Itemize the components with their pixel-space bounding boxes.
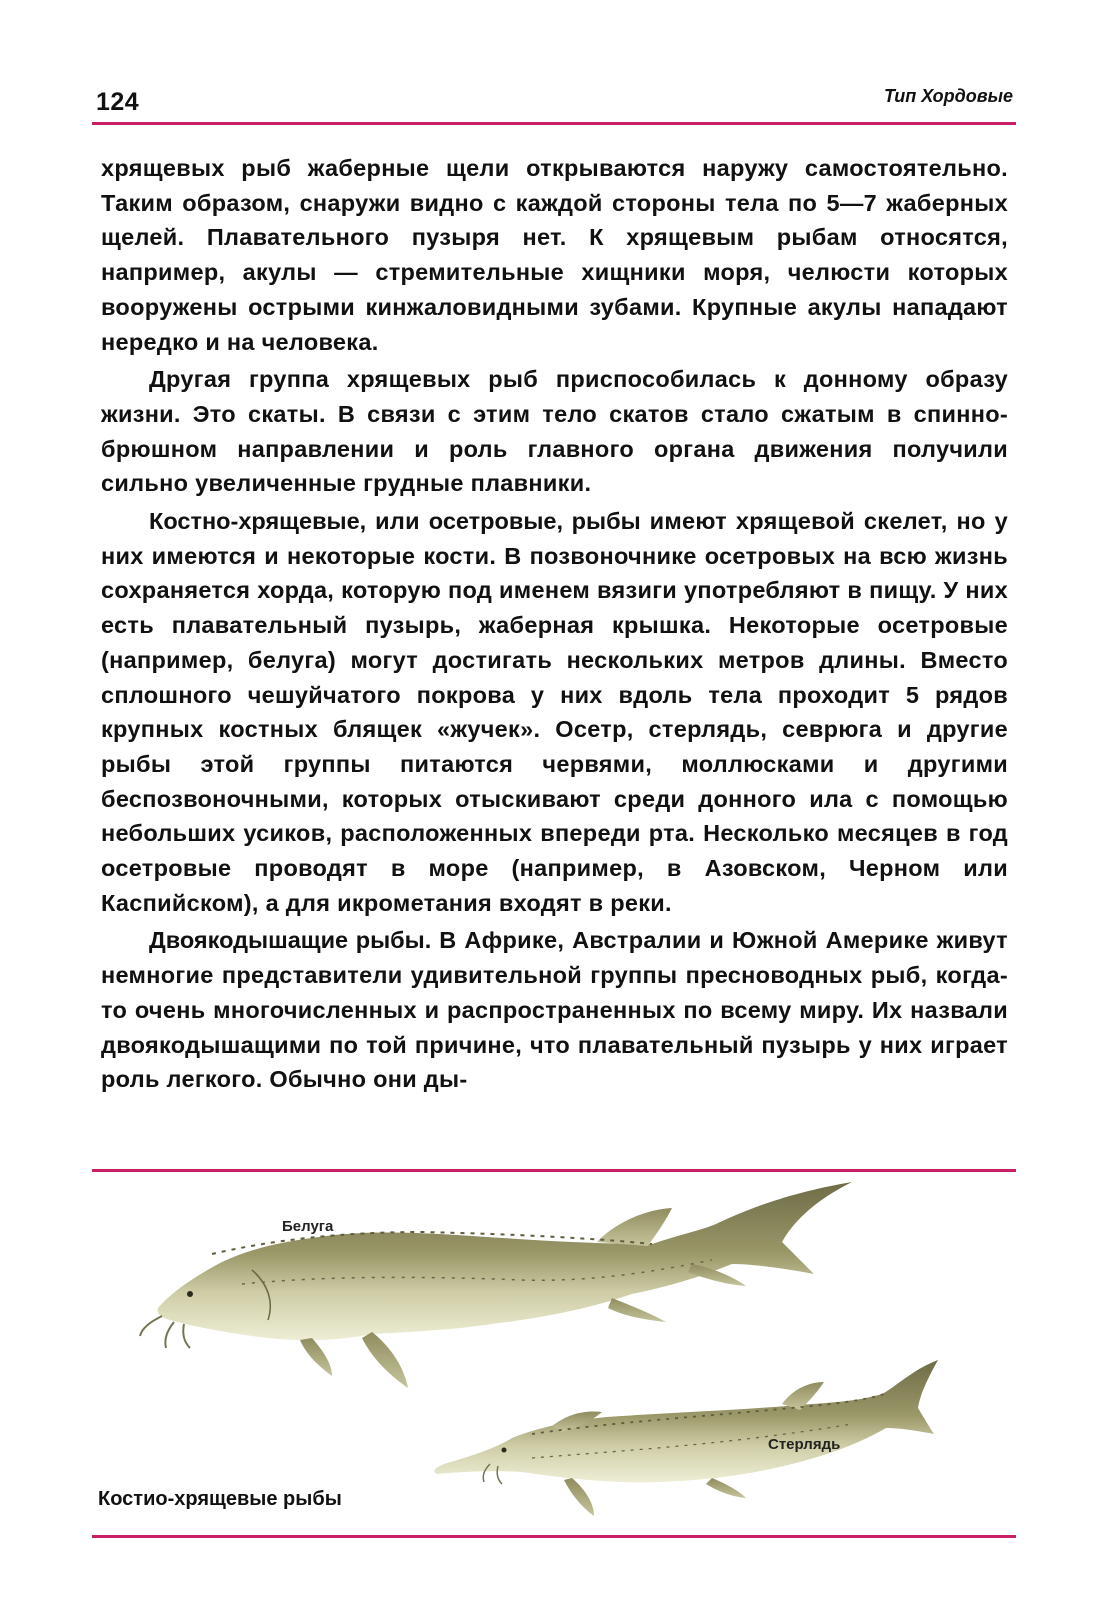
paragraph-2 (101, 362, 1008, 501)
page-number: 124 (96, 88, 140, 116)
paragraph-3-text: имеют хрящевой скелет, но у них имеются и некоторые кости. В позвоночнике осетровых на всю жизнь сохраняется хорда, которую под именем вязиги употребляют в пищу. У них есть плавательный пузырь, жаберная крышка. Некоторые осетровые (например, белуга) могут достигать нескольких метров длины. Вместо сплошного чешуйчатого покрова у них вдоль тела проходит 5 рядов крупных костных блящек «жучек». Осетр, стерлядь, севрюга и другие рыбы этой группы питаются червями, моллюсками и другими беспозвоночными, которых отыскивают среди донного ила с помощью небольших усиков, расположенных впереди рта. Несколько месяцев в год осетровые проводят в море (например, в Азовском, Черном или Каспийском), а для икрометания входят в реки. (101, 508, 1008, 916)
label-sterlet: Стерлядь (768, 1436, 841, 1453)
paragraph-2-text: Другая группа хрящевых рыб приспособилась к донному образу жизни. Это скаты. В связи с этим тело скатов стало сжатым в спинно-брюшном направлении и роль главного органа движения получили сильно увеличенные грудные плавники. (101, 366, 1008, 497)
paragraph-4-term: Двоякодышащие рыбы. (149, 927, 432, 954)
figure (92, 1172, 1016, 1534)
label-beluga: Белуга (282, 1218, 334, 1235)
paragraph-3-connector: или (366, 508, 429, 535)
running-head: Тип Хордовые (884, 86, 1013, 106)
paragraph-1 (101, 151, 1008, 359)
paragraph-3 (101, 504, 1008, 920)
paragraph-4-text: В Африке, Австралии и Южной Америке живут немногие представители удивительной группы пресноводных рыб, когда-то очень многочисленных и распространенных по всему миру. Их назвали двоякодышащими по той причине, что плавательный пузырь у них играет роль легкого. Обычно они ды- (101, 927, 1008, 1093)
sterlet-fish (434, 1360, 938, 1516)
paragraph-1-text: хрящевых рыб жаберные щели открываются наружу самостоятельно. Таким образом, снаружи видно с каждой стороны тела по 5—7 жаберных щелей. Плавательного пузыря нет. К хрящевым рыбам относятся, например, акулы — стремительные хищники моря, челюсти которых вооружены острыми кинжаловидными зубами. Крупные акулы нападают нередко и на человека. (101, 155, 1008, 355)
fish-illustration (92, 1172, 1016, 1534)
header-rule (92, 122, 1016, 125)
figure-caption: Костио-хрящевые рыбы (98, 1488, 342, 1510)
paragraph-4 (101, 923, 1008, 1097)
paragraph-3-term-2: осетровые, рыбы (428, 508, 641, 535)
body-text (101, 151, 1008, 1100)
figure-bottom-rule (92, 1535, 1016, 1538)
paragraph-3-term-1: Костно-хрящевые, (149, 508, 367, 535)
beluga-fish (140, 1182, 852, 1388)
